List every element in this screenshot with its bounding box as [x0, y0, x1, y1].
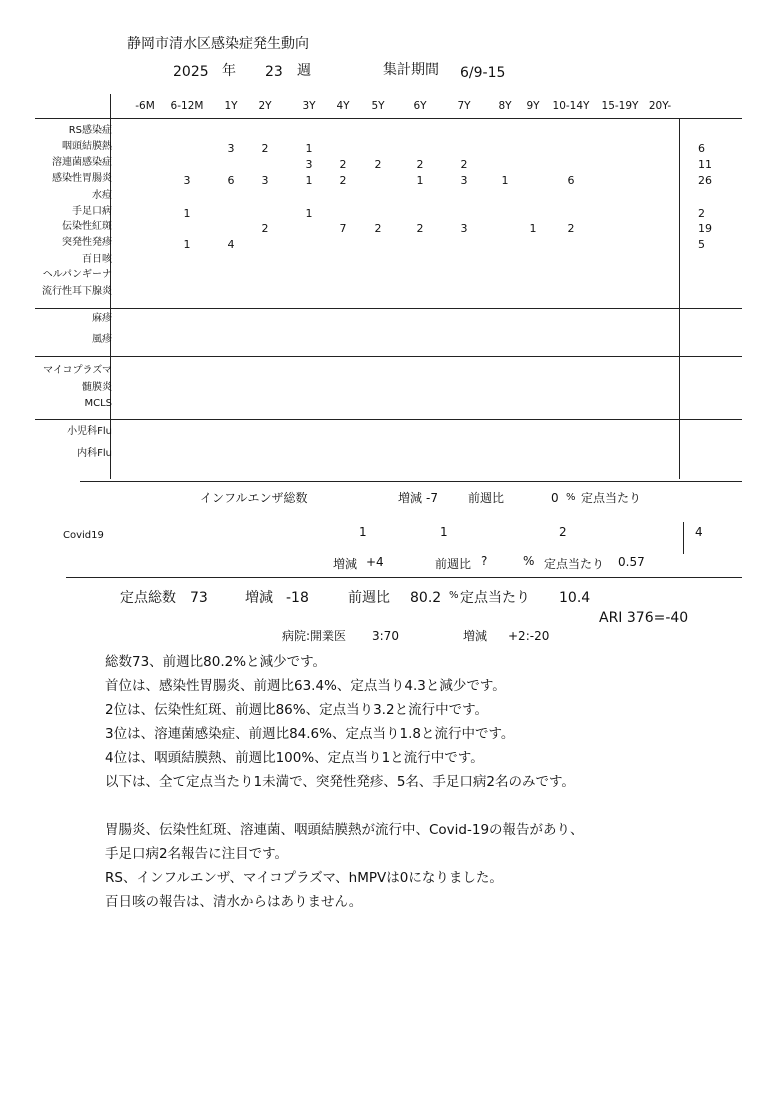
page-title: 静岡市清水区感染症発生動向	[127, 36, 309, 52]
table-cell: 2	[567, 222, 575, 235]
table-cell: 3	[227, 142, 235, 155]
influenza-ratio: 0	[551, 491, 559, 505]
covid-per-site: 0.57	[618, 555, 645, 569]
age-column-header: 6Y	[413, 100, 427, 112]
covid-change: +4	[366, 555, 384, 569]
age-column-header: 7Y	[457, 100, 471, 112]
total-ratio: 80.2	[410, 590, 442, 606]
table-cell: 3	[183, 174, 191, 187]
table-cell: 1	[183, 207, 191, 220]
covid-ratio: ?	[481, 554, 488, 568]
influenza-per-site-label: 定点当たり	[581, 491, 642, 505]
disease-label: 水痘	[92, 190, 112, 201]
table-cell: 6	[227, 174, 235, 187]
covid-pct: %	[523, 554, 535, 568]
total-value: 73	[190, 590, 208, 606]
table-cell: 2	[416, 158, 424, 171]
age-column-header: 6-12M	[170, 100, 204, 112]
period-label: 集計期間	[383, 62, 439, 78]
table-cell: 2	[261, 222, 269, 235]
mcls-label: MCLS	[84, 398, 112, 409]
row-total: 11	[698, 158, 712, 171]
disease-label: 流行性耳下腺炎	[42, 286, 112, 297]
age-column-header: -6M	[135, 100, 155, 112]
table-cell: 1	[183, 238, 191, 251]
group-divider-1	[35, 308, 742, 309]
table-cell: 2	[339, 174, 347, 187]
age-column-header: 1Y	[224, 100, 238, 112]
age-column-header: 10-14Y	[552, 100, 590, 112]
age-column-header: 3Y	[302, 100, 316, 112]
total-change-label: 増減	[245, 590, 273, 606]
hospital-value: 3:70	[372, 629, 399, 643]
age-column-header: 9Y	[526, 100, 540, 112]
table-cell: 6	[567, 174, 575, 187]
summary-line: 2位は、伝染性紅斑、前週比86%、定点当り3.2と流行中です。	[105, 702, 488, 718]
covid-ratio-label: 前週比	[435, 557, 472, 571]
measles-label: 麻疹	[92, 313, 112, 324]
summary-line: 百日咳の報告は、清水からはありません。	[105, 894, 363, 910]
row-total: 2	[698, 207, 705, 220]
table-cell: 2	[374, 222, 382, 235]
summary-line: 首位は、感染性胃腸炎、前週比63.4%、定点当り4.3と減少です。	[105, 678, 506, 694]
header-divider	[35, 118, 742, 119]
hospital-change-label: 増減	[463, 629, 488, 643]
summary-line: RS、インフルエンザ、マイコプラズマ、hMPVは0になりました。	[105, 870, 503, 886]
table-cell: 2	[416, 222, 424, 235]
total-pct: %	[449, 590, 459, 601]
table-cell: 4	[227, 238, 235, 251]
table-cell: 2	[460, 158, 468, 171]
hospital-change: +2:-20	[508, 629, 550, 643]
disease-label: 溶連菌感染症	[52, 157, 112, 168]
disease-label: ヘルパンギーナ	[42, 269, 112, 280]
disease-label: 百日咳	[82, 254, 112, 265]
summary-line: 手足口病2名報告に注目です。	[105, 846, 289, 862]
internal-flu-label: 内科Flu	[77, 448, 112, 459]
covid-count-2: 1	[440, 525, 448, 539]
table-cell: 1	[305, 142, 313, 155]
influenza-ratio-label: 前週比	[468, 491, 505, 505]
summary-line: 胃腸炎、伝染性紅斑、溶連菌、咽頭結膜熱が流行中、Covid-19の報告があり、	[105, 822, 584, 838]
row-total: 26	[698, 174, 712, 187]
table-right-border	[679, 118, 680, 479]
row-total: 5	[698, 238, 705, 251]
table-cell: 1	[501, 174, 509, 187]
hospital-label: 病院:開業医	[282, 629, 347, 643]
table-cell: 1	[305, 174, 313, 187]
covid-change-label: 増減	[333, 557, 358, 571]
table-cell: 2	[261, 142, 269, 155]
total-per-site-label: 定点当たり	[460, 590, 530, 606]
ari-value: ARI 376=-40	[599, 610, 689, 626]
covid-divider	[66, 577, 742, 578]
pediatric-flu-label: 小児科Flu	[67, 426, 112, 437]
row-total: 6	[698, 142, 705, 155]
summary-line: 以下は、全て定点当たり1未満で、突発性発疹、5名、手足口病2名のみです。	[105, 774, 575, 790]
meningitis-label: 髄膜炎	[82, 382, 112, 393]
table-cell: 1	[529, 222, 537, 235]
covid-total: 4	[695, 525, 703, 539]
covid-label: Covid19	[63, 530, 104, 541]
influenza-change-label: 増減	[398, 491, 423, 505]
group-divider-3	[35, 419, 742, 420]
year-value: 2025	[173, 64, 209, 80]
disease-label: RS感染症	[68, 125, 112, 136]
summary-line: 総数73、前週比80.2%と減少です。	[105, 654, 326, 670]
total-per-site: 10.4	[559, 590, 591, 606]
period-value: 6/9-15	[460, 65, 506, 81]
week-unit: 週	[297, 63, 311, 79]
age-column-header: 15-19Y	[601, 100, 639, 112]
influenza-pct: %	[566, 492, 576, 503]
table-cell: 2	[374, 158, 382, 171]
age-column-header: 5Y	[371, 100, 385, 112]
covid-count-3: 2	[559, 525, 567, 539]
covid-total-divider	[683, 522, 684, 554]
covid-count-1: 1	[359, 525, 367, 539]
year-unit: 年	[222, 63, 236, 79]
total-label: 定点総数	[120, 590, 176, 606]
influenza-change: -7	[426, 491, 438, 505]
age-column-header: 20Y-	[648, 100, 672, 112]
table-cell: 3	[261, 174, 269, 187]
rubella-label: 風疹	[92, 334, 112, 345]
disease-label: 伝染性紅斑	[62, 221, 112, 232]
disease-label: 突発性発疹	[62, 237, 112, 248]
summary-line: 3位は、溶連菌感染症、前週比84.6%、定点当り1.8と流行中です。	[105, 726, 515, 742]
table-cell: 3	[305, 158, 313, 171]
total-ratio-label: 前週比	[348, 590, 390, 606]
table-cell: 7	[339, 222, 347, 235]
summary-line: 4位は、咽頭結膜熱、前週比100%、定点当り1と流行中です。	[105, 750, 484, 766]
row-total: 19	[698, 222, 712, 235]
table-cell: 2	[339, 158, 347, 171]
age-column-header: 2Y	[258, 100, 272, 112]
total-change: -18	[286, 590, 309, 606]
disease-label: 感染性胃腸炎	[52, 173, 112, 184]
disease-label: 手足口病	[72, 206, 112, 217]
group-divider-2	[35, 356, 742, 357]
table-cell: 3	[460, 174, 468, 187]
age-column-header: 4Y	[336, 100, 350, 112]
influenza-label: インフルエンザ総数	[200, 491, 308, 505]
covid-per-site-label: 定点当たり	[544, 557, 605, 571]
mycoplasma-label: マイコプラズマ	[43, 365, 112, 376]
table-cell: 3	[460, 222, 468, 235]
week-value: 23	[265, 64, 283, 80]
group-divider-4	[80, 481, 742, 482]
age-column-header: 8Y	[498, 100, 512, 112]
table-cell: 1	[305, 207, 313, 220]
table-cell: 1	[416, 174, 424, 187]
disease-label: 咽頭結膜熱	[62, 141, 112, 152]
